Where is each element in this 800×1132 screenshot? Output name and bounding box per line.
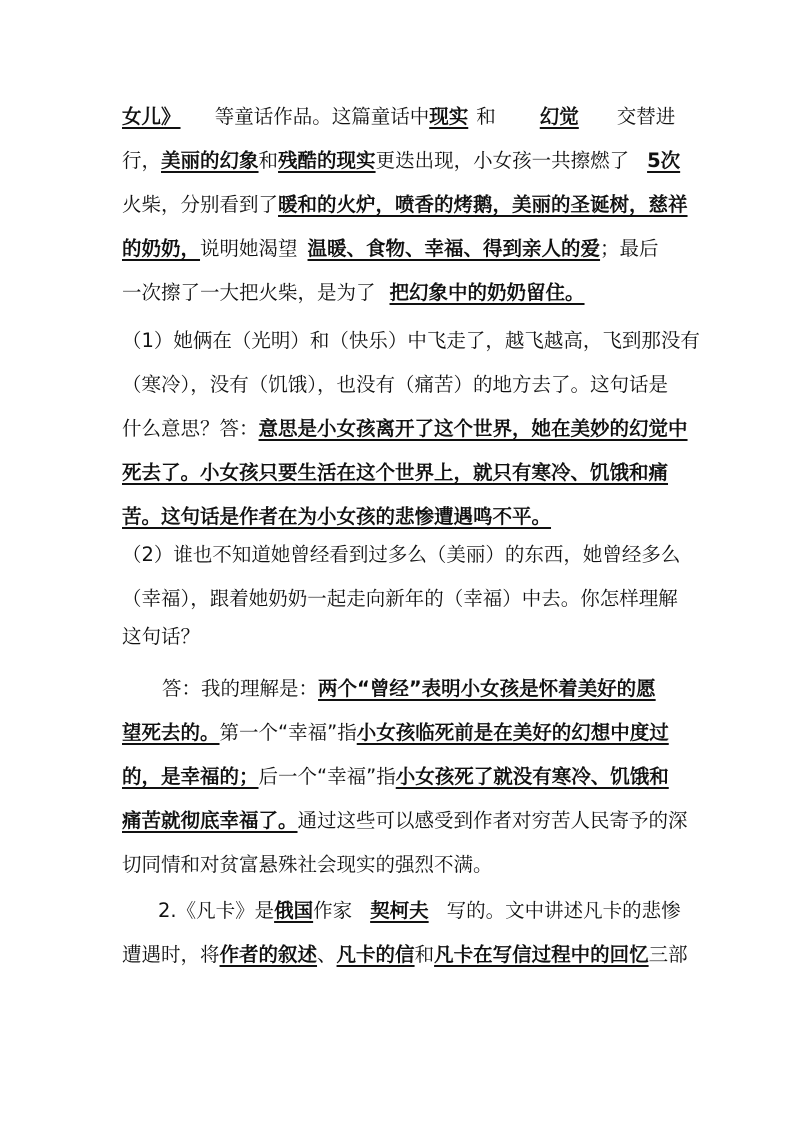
- text: 作家: [313, 899, 353, 922]
- text: 等童话作品。这篇童话中: [214, 105, 430, 128]
- q1-line-5: 苦。这句话是作者在为小女孩的悲惨遭遇鸣不平。: [122, 505, 552, 528]
- text: 、: [317, 943, 337, 966]
- text: 第一个“幸福”指: [219, 721, 357, 744]
- text: 三部: [648, 943, 688, 966]
- fill-blank: 幻觉: [539, 105, 579, 128]
- a2-line-4: [122, 806, 688, 836]
- answer-text: 意思是小女孩离开了这个世界，她在美妙的幻觉中: [258, 417, 688, 440]
- q2-line-3: 这句话？: [122, 625, 201, 648]
- answer-text: 的，是幸福的；: [122, 765, 259, 788]
- text: 后一个“幸福”指: [258, 765, 396, 788]
- text: 说明她渴望: [200, 237, 298, 260]
- text: 和: [476, 105, 496, 128]
- fill-blank: 5次: [647, 149, 681, 172]
- answer-text: 痛苦就彻底幸福了。: [122, 809, 298, 832]
- p1-line-2: [122, 146, 682, 176]
- text: 和: [414, 943, 435, 966]
- text: 2.《凡卡》是: [158, 899, 275, 922]
- fill-blank: 凡卡的信: [336, 943, 415, 966]
- q1-line-1: （1）她俩在（光明）和（快乐）中飞走了，越飞越高，飞到那没有: [122, 329, 700, 352]
- fill-blank: 女儿》: [122, 105, 181, 128]
- a2-line-3: [122, 762, 682, 792]
- fill-blank: 作者的叙述: [219, 943, 318, 966]
- p1-line-4: [122, 234, 682, 264]
- fill-blank: 残酷的现实: [278, 149, 376, 172]
- q1-line-2: （寒冷），没有（饥饿），也没有（痛苦）的地方去了。这句话是: [122, 373, 669, 396]
- fill-blank: 暖和的火炉，喷香的烤鹅，美丽的圣诞树，慈祥: [278, 193, 688, 216]
- p1-line-1: [122, 102, 682, 132]
- text: ；最后: [600, 237, 659, 260]
- fill-blank: 把幻象中的奶奶留住。: [389, 281, 585, 304]
- text: 什么意思？答：: [122, 417, 259, 440]
- fill-blank: 契柯夫: [370, 899, 429, 922]
- answer-text: 小女孩临死前是在美好的幻想中度过: [356, 721, 669, 744]
- p1-line-3: [122, 190, 688, 220]
- answer-text: 小女孩死了就没有寒冷、饥饿和: [395, 765, 669, 788]
- a2-line-5: 切同情和对贫富悬殊社会现实的强烈不满。: [122, 853, 493, 876]
- text: 交替进: [616, 105, 676, 128]
- fill-blank: 现实: [429, 105, 469, 128]
- p1-line-5: [122, 278, 682, 308]
- q2-line-2: （幸福），跟着她奶奶一起走向新年的（幸福）中去。你怎样理解: [122, 587, 678, 610]
- text: 遭遇时，将: [122, 943, 220, 966]
- answer-text: 望死去的。: [122, 721, 220, 744]
- fill-blank: 凡卡在写信过程中的回忆: [434, 943, 649, 966]
- answer-text: 两个“曾经”表明小女孩是怀着美好的愿: [318, 677, 656, 700]
- q1-line-3: [122, 414, 688, 444]
- item2-line-2: [122, 940, 688, 970]
- text: 行，: [122, 149, 162, 172]
- a2-line-1: [162, 674, 682, 704]
- fill-blank: 温暖、食物、幸福、得到亲人的爱: [307, 237, 601, 260]
- text: 和: [258, 149, 279, 172]
- text: 通过这些可以感受到作者对穷苦人民寄予的深: [297, 809, 688, 832]
- q1-line-4: 死去了。小女孩只要生活在这个世界上，就只有寒冷、饥饿和痛: [122, 461, 669, 484]
- text: 写的。文中讲述凡卡的悲惨: [446, 899, 681, 922]
- q2-line-1: （2）谁也不知道她曾经看到过多么（美丽）的东西，她曾经多么: [122, 543, 681, 566]
- fill-blank: 俄国: [274, 899, 314, 922]
- item2-line-1: [158, 896, 682, 926]
- text: 火柴，分别看到了: [122, 193, 279, 216]
- text: 一次擦了一大把火柴，是为了: [122, 281, 376, 304]
- fill-blank: 的奶奶，: [122, 237, 201, 260]
- a2-line-2: [122, 718, 682, 748]
- text: 更迭出现，小女孩一共擦燃了: [375, 149, 630, 172]
- text: 答：我的理解是：: [162, 677, 319, 700]
- fill-blank: 美丽的幻象: [161, 149, 259, 172]
